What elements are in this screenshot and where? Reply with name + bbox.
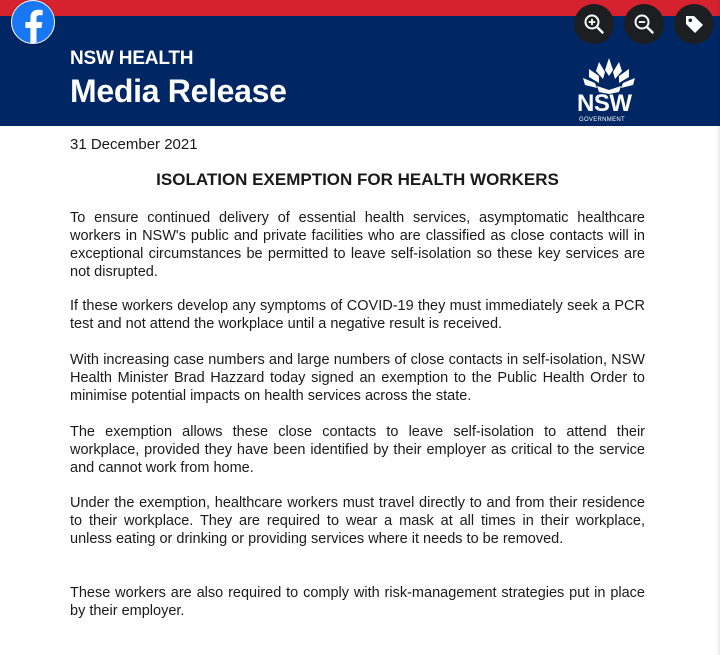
paragraph: The exemption allows these close contacts to leave self-isolation to attend their workplace, provided they have been identified by their employer as critical to the service and cannot work from home. (70, 424, 645, 476)
red-stripe (0, 0, 720, 16)
org-name: NSW HEALTH (70, 48, 194, 69)
frame-edge (716, 0, 720, 655)
paragraph: These workers are also required to comply with risk-management strategies put in place by their employer. (70, 585, 645, 619)
nsw-government-logo (575, 56, 643, 128)
paragraph: To ensure continued delivery of essential health services, asymptomatic healthcare workers in NSW's public and private facilities who are classified as close contacts will in exceptional circumstances be permitted to leave self-isolation so these key services are not disrupted. (70, 210, 645, 280)
zoom-out-button[interactable] (624, 4, 664, 44)
zoom-in-button[interactable] (574, 4, 614, 44)
tag-photo-button[interactable] (674, 4, 714, 44)
release-title: Media Release (70, 73, 287, 109)
release-date: 31 December 2021 (70, 136, 198, 153)
zoom-in-icon (583, 13, 605, 35)
paragraph: Under the exemption, healthcare workers must travel directly to and from their residence to their workplace. They are required to wear a mask at all times in their workplace, unless eating or drinking or providing services where it needs to be removed. (70, 495, 645, 547)
logo-subtext: GOVERNMENT (579, 117, 626, 123)
release-headline: ISOLATION EXEMPTION FOR HEALTH WORKERS (156, 170, 559, 189)
facebook-f-glyph (12, 1, 54, 43)
paragraph: With increasing case numbers and large numbers of close contacts in self-isolation, NSW Health Minister Brad Hazzard today signed an exemption to the Public Health Order to minimise potential impacts on health services across the state. (70, 352, 645, 404)
facebook-logo-icon[interactable] (11, 0, 55, 44)
paragraph: If these workers develop any symptoms of COVID-19 they must immediately seek a PCR test and not attend the workplace until a negative result is received. (70, 298, 645, 332)
zoom-out-icon (633, 13, 655, 35)
logo-text: NSW (577, 90, 632, 117)
tag-icon (683, 13, 705, 35)
